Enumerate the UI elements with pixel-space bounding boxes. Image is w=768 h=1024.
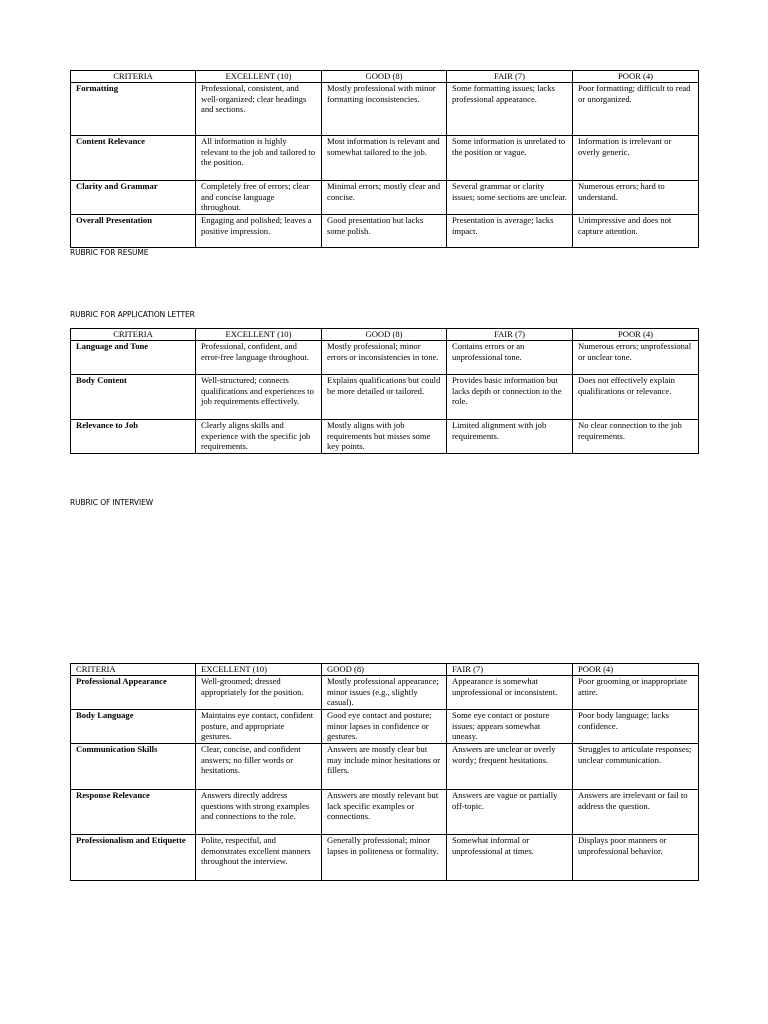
poor-cell: Does not effectively explain qualifications or relevance. [573, 374, 699, 419]
header-criteria: CRITERIA [71, 71, 196, 83]
fair-cell: Some eye contact or posture issues; appears somewhat uneasy. [447, 709, 573, 743]
table-row [71, 374, 699, 419]
fair-cell: Answers are vague or partially off-topic. [447, 789, 573, 834]
fair-cell: Several grammar or clarity issues; some sections are unclear. [447, 180, 573, 214]
good-cell: Mostly aligns with job requirements but misses some key points. [322, 419, 447, 453]
header-excellent: EXCELLENT (10) [196, 71, 322, 83]
header-poor: POOR (4) [573, 664, 699, 676]
fair-cell: Limited alignment with job requirements. [447, 419, 573, 453]
poor-cell: Struggles to articulate responses; unclear communication. [573, 743, 699, 789]
criteria-cell: Professionalism and Etiquette [71, 834, 196, 880]
table-row [71, 834, 699, 880]
table-header-row [71, 71, 699, 83]
poor-cell: Numerous errors; hard to understand. [573, 180, 699, 214]
criteria-cell: Clarity and Grammar [71, 180, 196, 214]
criteria-cell: Body Content [71, 374, 196, 419]
criteria-cell: Language and Tone [71, 340, 196, 374]
excellent-cell: Completely free of errors; clear and concise language throughout. [196, 180, 322, 214]
table-row [71, 340, 699, 374]
table-row [71, 135, 699, 180]
table-header-row [71, 664, 699, 676]
good-cell: Generally professional; minor lapses in politeness or formality. [322, 834, 447, 880]
good-cell: Answers are mostly clear but may include minor hesitations or fillers. [322, 743, 447, 789]
table-row [71, 675, 699, 709]
excellent-cell: Polite, respectful, and demonstrates excellent manners throughout the interview. [196, 834, 322, 880]
good-cell: Most information is relevant and somewhat tailored to the job. [322, 135, 447, 180]
interview-rubric-caption: RUBRIC OF INTERVIEW [70, 498, 154, 507]
fair-cell: Some formatting issues; lacks professional appearance. [447, 82, 573, 135]
good-cell: Mostly professional appearance; minor issues (e.g., slightly casual). [322, 675, 447, 709]
poor-cell: Information is irrelevant or overly generic. [573, 135, 699, 180]
criteria-cell: Relevance to Job [71, 419, 196, 453]
header-good: GOOD (8) [322, 329, 447, 341]
excellent-cell: Maintains eye contact, confident posture, and appropriate gestures. [196, 709, 322, 743]
poor-cell: Poor formatting; difficult to read or unorganized. [573, 82, 699, 135]
poor-cell: Numerous errors; unprofessional or unclear tone. [573, 340, 699, 374]
interview-rubric-table [70, 663, 699, 881]
good-cell: Explains qualifications but could be more detailed or tailored. [322, 374, 447, 419]
excellent-cell: Well-groomed; dressed appropriately for the position. [196, 675, 322, 709]
header-good: GOOD (8) [322, 71, 447, 83]
table-row [71, 709, 699, 743]
poor-cell: Displays poor manners or unprofessional behavior. [573, 834, 699, 880]
table-row [71, 180, 699, 214]
criteria-cell: Body Language [71, 709, 196, 743]
poor-cell: No clear connection to the job requirements. [573, 419, 699, 453]
excellent-cell: Clear, concise, and confident answers; no filler words or hesitations. [196, 743, 322, 789]
header-fair: FAIR (7) [447, 664, 573, 676]
criteria-cell: Response Relevance [71, 789, 196, 834]
table-row [71, 789, 699, 834]
header-fair: FAIR (7) [447, 329, 573, 341]
header-criteria: CRITERIA [71, 664, 196, 676]
criteria-cell: Overall Presentation [71, 214, 196, 247]
good-cell: Minimal errors; mostly clear and concise. [322, 180, 447, 214]
excellent-cell: Professional, confident, and error-free language throughout. [196, 340, 322, 374]
good-cell: Good eye contact and posture; minor lapses in confidence or gestures. [322, 709, 447, 743]
header-excellent: EXCELLENT (10) [196, 664, 322, 676]
excellent-cell: Engaging and polished; leaves a positive impression. [196, 214, 322, 247]
header-good: GOOD (8) [322, 664, 447, 676]
table-row [71, 743, 699, 789]
resume-rubric-table [70, 70, 699, 248]
table-header-row [71, 329, 699, 341]
header-poor: POOR (4) [573, 329, 699, 341]
good-cell: Mostly professional; minor errors or inconsistencies in tone. [322, 340, 447, 374]
resume-rubric-caption: RUBRIC FOR RESUME [70, 248, 149, 257]
criteria-cell: Formatting [71, 82, 196, 135]
good-cell: Answers are mostly relevant but lack specific examples or connections. [322, 789, 447, 834]
letter-rubric-caption: RUBRIC FOR APPLICATION LETTER [70, 310, 195, 319]
poor-cell: Answers are irrelevant or fail to address the question. [573, 789, 699, 834]
excellent-cell: Answers directly address questions with strong examples and connections to the role. [196, 789, 322, 834]
poor-cell: Unimpressive and does not capture attention. [573, 214, 699, 247]
fair-cell: Somewhat informal or unprofessional at times. [447, 834, 573, 880]
fair-cell: Presentation is average; lacks impact. [447, 214, 573, 247]
header-poor: POOR (4) [573, 71, 699, 83]
good-cell: Good presentation but lacks some polish. [322, 214, 447, 247]
table-row [71, 214, 699, 247]
criteria-cell: Content Relevance [71, 135, 196, 180]
table-row [71, 419, 699, 453]
header-excellent: EXCELLENT (10) [196, 329, 322, 341]
excellent-cell: All information is highly relevant to the job and tailored to the position. [196, 135, 322, 180]
fair-cell: Provides basic information but lacks depth or connection to the role. [447, 374, 573, 419]
good-cell: Mostly professional with minor formatting inconsistencies. [322, 82, 447, 135]
poor-cell: Poor grooming or inappropriate attire. [573, 675, 699, 709]
header-fair: FAIR (7) [447, 71, 573, 83]
criteria-cell: Communication Skills [71, 743, 196, 789]
fair-cell: Some information is unrelated to the position or vague. [447, 135, 573, 180]
criteria-cell: Professional Appearance [71, 675, 196, 709]
application-letter-rubric-table [70, 328, 699, 454]
fair-cell: Appearance is somewhat unprofessional or inconsistent. [447, 675, 573, 709]
table-row [71, 82, 699, 135]
excellent-cell: Well-structured; connects qualifications and experiences to job requirements effectively. [196, 374, 322, 419]
excellent-cell: Clearly aligns skills and experience with the specific job requirements. [196, 419, 322, 453]
excellent-cell: Professional, consistent, and well-organized; clear headings and sections. [196, 82, 322, 135]
poor-cell: Poor body language; lacks confidence. [573, 709, 699, 743]
fair-cell: Contains errors or an unprofessional tone. [447, 340, 573, 374]
fair-cell: Answers are unclear or overly wordy; frequent hesitations. [447, 743, 573, 789]
header-criteria: CRITERIA [71, 329, 196, 341]
